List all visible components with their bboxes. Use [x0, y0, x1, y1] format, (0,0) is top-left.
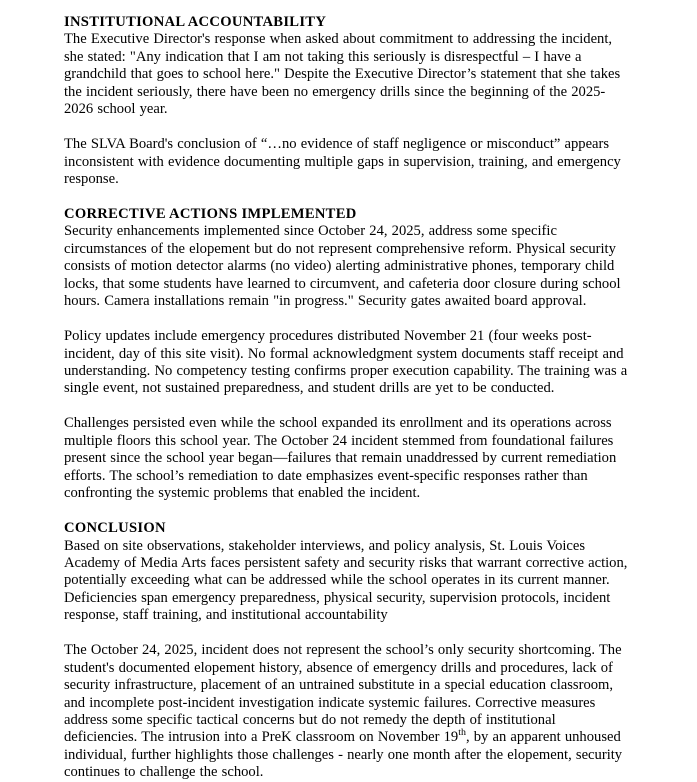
paragraph-challenges-persisted: Challenges persisted even while the school expanded its enrollment and its operations across multiple floors this school year. The October 24 incident stemmed from foundational failures present since the school year began—failures that remain unaddressed by current remediation efforts. The school’s remediation to date emphasizes event-specific responses rather than confronting the systemic problems that enabled the incident. — [64, 415, 617, 502]
paragraph-spacer — [64, 625, 631, 642]
paragraph-spacer — [64, 398, 631, 415]
document-body — [64, 14, 631, 782]
paragraph-final-security-shortcoming — [64, 642, 631, 782]
paragraph-executive-director-response: The Executive Director's response when asked about commitment to addressing the incident, she stated: "Any indication that I am not taking this seriously is disrespectful – I have a grandchild that goes to school here." Despite the Executive Director’s statement that she takes the incident seriously, there have been no emergency drills since the beginning of the 2025-2026 school year. — [64, 31, 621, 118]
paragraph-spacer — [64, 119, 631, 136]
paragraph-security-enhancements: Security enhancements implemented since October 24, 2025, address some specific circumstances of the elopement but do not represent comprehensive reform. Physical security consists of motion detector alarms (no video) alerting administrative phones, temporary child locks, that some students have learned to circumvent, and cafeteria door closure during school hours. Camera installations remain "in progress." Security gates awaited board approval. — [64, 223, 621, 310]
heading-conclusion: CONCLUSION — [64, 520, 166, 537]
paragraph-spacer — [64, 189, 631, 206]
paragraph-text-run: The October 24, 2025, incident does not represent the school’s only security shortcoming. The student's documented elopement history, absence of emergency drills and procedures, lack of security infrastructure, placement of an untrained substitute in a special education classroom, and incomplete post-incident investigation indicate systemic failures. Corrective measures address some specific tactical concerns but do not remedy the depth of institutional deficiencies. The intrusion into a PreK classroom on November 19 — [64, 642, 622, 746]
heading-corrective-actions-implemented: CORRECTIVE ACTIONS IMPLEMENTED — [64, 205, 357, 222]
paragraph-text-run: , by an apparent unhoused individual, further highlights those challenges - nearly one month after the elopement, security continues to challenge the school. — [64, 729, 623, 781]
ordinal-suffix: th — [458, 727, 466, 739]
heading-institutional-accountability: INSTITUTIONAL ACCOUNTABILITY — [64, 14, 327, 30]
paragraph-conclusion-summary: Based on site observations, stakeholder interviews, and policy analysis, St. Louis Voices Academy of Media Arts faces persistent safety and security risks that warrant corrective action, potentially exceeding what can be addressed while the school operates in its current manner. Deficiencies span emergency preparedness, physical security, supervision protocols, incident response, staff training, and institutional accountability — [64, 537, 628, 624]
paragraph-policy-updates: Policy updates include emergency procedures distributed November 21 (four weeks post-incident, day of this site visit). No formal acknowledgment system documents staff receipt and understanding. No competency testing confirms proper execution capability. The training was a single event, not sustained preparedness, and student drills are yet to be conducted. — [64, 328, 628, 397]
paragraph-spacer — [64, 311, 631, 328]
paragraph-spacer — [64, 503, 631, 520]
paragraph-slva-board-conclusion: The SLVA Board's conclusion of “…no evidence of staff negligence or misconduct” appears inconsistent with evidence documenting multiple gaps in supervision, training, and emergency response. — [64, 136, 621, 188]
